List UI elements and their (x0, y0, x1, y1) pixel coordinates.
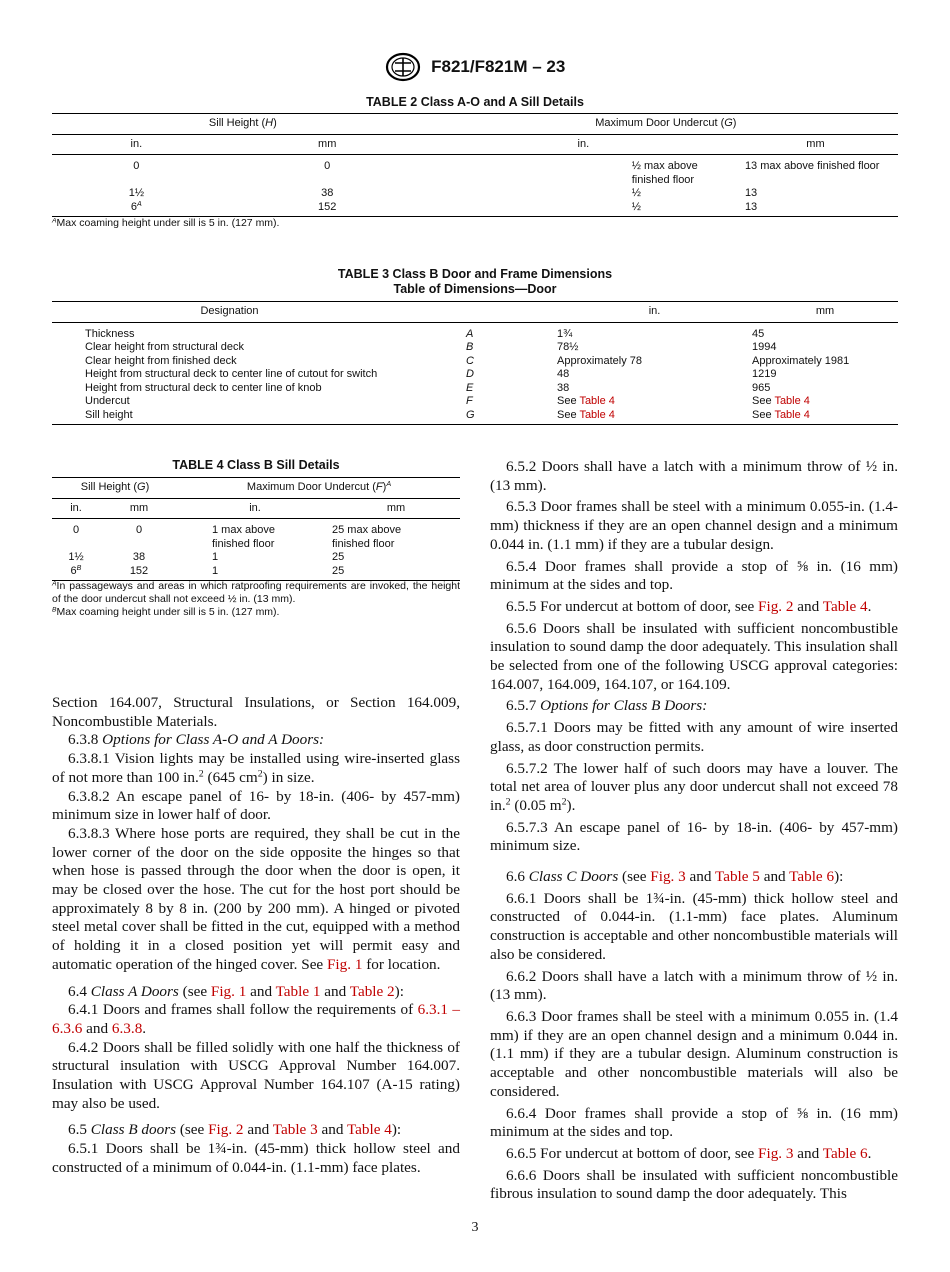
table1-link[interactable]: Table 1 (275, 982, 321, 1000)
table4-footnotes: $^A$In passageways and areas in which ratproofing requirements are invoked, the height of the door undercut shall not exceed ½ in. (13 mm). $^B$Max coaming height under sill is 5 in. (127 mm). (52, 580, 460, 618)
table2-caption: TABLE 2 Class A-O and A Sill Details (366, 95, 584, 109)
table3-in-header: in. (557, 302, 752, 323)
paragraph: 6.3.8.3 Where hose ports are required, they shall be cut in the lower corner of the door on the side opposite the hinges so that when hose is passed through the door when the door is open, it may be closed over the hose. The cut for the host port should be approximately 8 by 8 in. (200 by 200 mm). A hinged or pivoted steel metal cover shall be fitted in the cut, equipped with a method of holding it in a closed position yet will permit easy and automatic operation of the hinged cover. See Fig. 1 for location. (52, 824, 460, 973)
table-row: Sill height G See Table 4 See Table 4 (52, 409, 898, 425)
page-number: 3 (471, 1220, 479, 1235)
paragraph: 6.6.3 Door frames shall be steel with a minimum 0.055 in. (1.4 mm) if they are an open channel design and a minimum 0.044 in. (1.1 mm) if they are a tubular design. Aluminum construction is acceptable and other noncombustible materials will also be considered. (490, 1007, 898, 1100)
paragraph: Section 164.007, Structural Insulations, or Section 164.009, Noncombustible Materials. (52, 694, 460, 730)
paragraph: 6.5.7.1 Doors may be fitted with any amount of wire inserted glass, as door construction permits. (490, 719, 898, 755)
fig2-link[interactable]: Fig. 2 (758, 597, 794, 615)
table3-caption: TABLE 3 Class B Door and Frame Dimensions Table of Dimensions—Door (337, 267, 613, 296)
table-row: Height from structural deck to center line of cutout for switch D 48 1219 (85, 368, 777, 380)
paragraph: 6.6.6 Doors shall be insulated with sufficient noncombustible fibrous insulation to sound damp the door adequately. This (490, 1166, 898, 1203)
fig3-link[interactable]: Fig. 3 (758, 1144, 794, 1162)
table3 (52, 301, 898, 425)
table4 (52, 477, 460, 581)
section-heading: 6.4 Class A Doors (see Fig. 1 and Table 1 and Table 2): (68, 982, 404, 1000)
table3-mm-header: mm (752, 302, 898, 323)
paragraph: 6.4.1 Doors and frames shall follow the requirements of 6.3.1 – 6.3.6 and 6.3.8. (52, 1001, 461, 1037)
right-column (490, 458, 898, 1204)
table-cell: 13 (733, 201, 898, 217)
table5-link[interactable]: Table 5 (715, 868, 760, 886)
table-row: Height from structural deck to center line of knob E 38 965 (85, 381, 771, 394)
table-cell: ½ (434, 201, 733, 217)
table2-unit: mm (733, 134, 898, 155)
table4-link[interactable]: See Table 4 (557, 395, 615, 407)
table4-link[interactable]: See Table 4 (557, 409, 752, 425)
table2-sill-height-header: Sill Height (H) (52, 114, 434, 135)
table6-link[interactable]: Table 6 (789, 868, 835, 886)
paragraph: 6.3.8.1 Vision lights may be installed using wire-inserted glass of not more than 100 in.$^2$ (645 $cm^2$) in size. (52, 750, 460, 786)
paragraph: 6.5.4 Door frames shall provide a stop of ⅝ in. (16 mm) minimum at the sides and top. (490, 557, 898, 594)
table4-unit: in. (52, 498, 100, 519)
table4-caption: TABLE 4 Class B Sill Details (172, 458, 340, 472)
table4-link[interactable]: Table 4 (346, 1121, 392, 1139)
table-row: $6^B$ 152 1 25 (52, 565, 460, 581)
table2-max-undercut-header: Maximum Door Undercut (G) (434, 114, 898, 135)
table-row: Undercut F See Table 4 See Table 4 (52, 395, 898, 409)
section-link[interactable]: 6.3.1 – 6.3.6 (52, 1001, 461, 1037)
table-cell: 0 (324, 160, 331, 172)
table4-sill-height-header: Sill Height (G) (52, 478, 178, 499)
paragraph: 6.5.7.3 An escape panel of 16- by 18-in. (406- by 457-mm) minimum size. (490, 818, 898, 855)
paragraph: 6.5.6 Doors shall be insulated with sufficient noncombustible insulation to sound damp the door adequately. This insulation shall be selected from one of the following USCG approval categories: 164.007, 164.009, 164.107, or 164.109. (490, 619, 898, 693)
table-row (52, 201, 898, 217)
table-row: Thickness A 1¾ 45 (52, 322, 898, 341)
paragraph: 6.5.3 Door frames shall be steel with a minimum 0.055-in. (1.4-mm) thickness if they are an open channel design and a minimum 0.044 in. (1.1 mm) if they are a tubular design. (490, 498, 898, 553)
fig3-link[interactable]: Fig. 3 (650, 868, 686, 886)
paragraph: 6.3.8.2 An escape panel of 16- by 18-in. (406- by 457-mm) minimum size in lower half of door. (52, 787, 460, 824)
table2-unit: mm (221, 134, 434, 155)
fig1-link[interactable]: Fig. 1 (210, 982, 247, 1000)
fig2-link[interactable]: Fig. 2 (208, 1121, 244, 1139)
table4-max-undercut-header: Maximum Door Undercut $(F)^A$ (178, 478, 460, 499)
paragraph: 6.6.4 Door frames shall provide a stop of ⅝ in. (16 mm) minimum at the sides and top. (490, 1104, 898, 1141)
section-heading: 6.5.7 Options for Class B Doors: (506, 697, 708, 715)
table-cell: 0 (133, 160, 140, 172)
paragraph: 6.6.5 For undercut at bottom of door, see Fig. 3 and Table 6. (506, 1144, 872, 1162)
paragraph: 6.5.5 For undercut at bottom of door, see Fig. 2 and Table 4. (506, 597, 872, 615)
paragraph: 6.5.1 Doors shall be 1¾-in. (45-mm) thick hollow steel and constructed of a minimum of 0.044-in. (1.1-mm) face plates. (52, 1140, 460, 1176)
paragraph: 6.5.7.2 The lower half of such doors may have a louver. The total net area of louver plus any door undercut shall not exceed 78 in.$^2$ (0.05 $m^2$). (490, 759, 898, 814)
left-column (52, 694, 460, 1178)
table2-unit: in. (52, 134, 221, 155)
table-cell: $6^A$ (52, 201, 221, 217)
table4-unit: mm (100, 498, 178, 519)
section-heading: 6.3.8 Options for Class A-O and A Doors: (68, 731, 325, 749)
table4-link[interactable]: Table 4 (822, 597, 868, 615)
paragraph: 6.4.2 Doors shall be filled solidly with one half the thickness of structural insulation with USCG Approval Number 164.007. Insulation with USCG Approval Number 164.107 (A-15 rating) may also be used. (52, 1038, 460, 1112)
table-row: 0 0 1 max above finished floor 25 max above finished floor (72, 524, 402, 550)
table2 (52, 113, 898, 217)
table-cell: 152 (221, 201, 434, 217)
table3-designation-header: Designation (52, 302, 557, 323)
paragraph: 6.6.1 Doors shall be 1¾-in. (45-mm) thick hollow steel and constructed of 0.044-in. (1.1-mm) face plates. Aluminum construction is acceptable and other noncombustible materials will also be considered. (490, 889, 898, 963)
paragraph: 6.5.2 Doors shall have a latch with a minimum throw of ½ in. (13 mm). (490, 458, 898, 494)
table6-link[interactable]: Table 6 (822, 1144, 868, 1162)
table-row (52, 155, 898, 188)
table-cell: 1½ (128, 187, 144, 199)
table-cell: ½ max above finished floor (631, 160, 698, 186)
table4-unit: mm (332, 498, 460, 519)
table2-footnote: $^A$Max coaming height under sill is 5 in. (127 mm). (52, 217, 280, 229)
table2-link[interactable]: Table 2 (349, 982, 395, 1000)
table-row (52, 187, 898, 201)
document-title: F821/F821M – 23 (431, 57, 566, 76)
table2-unit: in. (434, 134, 733, 155)
table3-link[interactable]: Table 3 (272, 1121, 318, 1139)
table-cell: 13 (744, 187, 758, 199)
page-header (0, 52, 950, 82)
table-row: Clear height from structural deck B 78½ 1994 (85, 341, 777, 353)
table-row: Clear height from finished deck C Approximately 78 Approximately 1981 (85, 354, 850, 367)
section-heading: 6.6 Class C Doors (see Fig. 3 and Table 5 and Table 6): (506, 868, 844, 886)
table4-link[interactable]: See Table 4 (752, 409, 898, 425)
table-cell: 13 max above finished floor (744, 160, 880, 172)
table-cell: Thickness (85, 327, 135, 340)
section-link[interactable]: 6.3.8 (111, 1019, 143, 1037)
table-cell: 38 (321, 187, 334, 199)
table-row: 1½ 38 1 25 (68, 551, 345, 563)
table4-unit: in. (178, 498, 332, 519)
table4-link[interactable]: See Table 4 (752, 395, 810, 407)
table-cell: ½ (631, 187, 641, 199)
fig1-link[interactable]: Fig. 1 (326, 955, 363, 973)
paragraph: 6.6.2 Doors shall have a latch with a minimum throw of ½ in. (13 mm). (490, 967, 898, 1004)
astm-logo-icon (385, 52, 421, 82)
section-heading: 6.5 Class B doors (see Fig. 2 and Table 3 and Table 4): (68, 1121, 402, 1139)
